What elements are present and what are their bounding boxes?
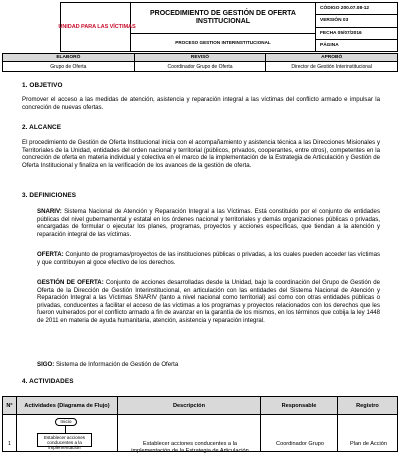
process-name: PROCESO GESTION INTERINSTITUCIONAL [175, 40, 271, 45]
section-objetivo-heading: 1. OBJETIVO [22, 82, 63, 89]
col-header-number: N° [3, 397, 17, 414]
definition-oferta [37, 251, 380, 266]
document-page: PÁGINA [320, 42, 339, 48]
section-alcance-heading: 2. ALCANCE [22, 124, 62, 131]
record-cell [338, 415, 397, 451]
section-objetivo-text: Promover el acceso a las medidas de atención, asistencia y reparación integral a las víctimas del conflicto armado e impulsar la concreción de nuevas ofertas. [22, 96, 380, 111]
flow-diagram-cell [17, 415, 118, 451]
header-meta [316, 3, 397, 51]
description-text: Establecer acciones conducentes a la implementación de la Estrategia de Articulación [131, 441, 249, 454]
section-definiciones-heading: 3. DEFINICIONES [22, 192, 77, 199]
definition-snariv [37, 208, 380, 238]
approval-table [2, 53, 398, 72]
document-title: PROCEDIMIENTO DE GESTIÓN DE OFERTA INSTITUCIONAL [131, 3, 315, 34]
aprobo-value: Director de Gestión Interinstitucional [266, 62, 398, 72]
elaboro-value: Grupo de Oferta [3, 62, 135, 72]
section-alcance-text: El procedimiento de Gestión de Oferta Institucional inicia con el acompañamiento y asistencia técnica a las Direcciones Misionales y Territoriales de la Unidad, entidades del orden nacional y territorial (públicos, privados, cooperantes, entre otros), competentes en la concreción de oferta en materia individual y colectiva en el marco de la implementación de la Estrategia de Articulación y Gestión de Oferta Institucional y finaliza en la verificación de los avances de la gestión de oferta. [22, 139, 380, 169]
definition-term: SNARIV: [37, 208, 62, 215]
header-center [131, 3, 316, 51]
table-row [3, 415, 397, 454]
responsible-cell [261, 415, 338, 451]
flow-process-node: Establecer acciones conducentes a la implementación [37, 433, 92, 447]
elaboro-header: ELABORÓ [3, 54, 135, 62]
definition-text: Conjunto de acciones desarrolladas desde la Unidad, bajo la coordinación del Grupo de Gestión de Oferta de la Dirección de Gestión Interinstitucional, en articulación con las entidades del Sistema Nacional de Atención y Reparación Integral a las Víctimas SNARIV (tanto a nivel nacional como territorial) así como con otras entidades públicas o privadas, conducentes a facilitar el acceso de las víctimas a los programas y proyectos relacionados con los derechos que les fueron vulnerados por el conflicto armado a fin de avanzar en la garantía de los mismos, en los términos que cobija la ley 1448 de 2011 en materia de ayuda humanitaria, atención, asistencia y reparación integral. [37, 279, 381, 324]
definition-sigo [37, 361, 380, 369]
definition-text: Conjunto de programas/proyectos de las instituciones públicas o privadas, a los cuales pueden acceder las víctimas y que contribuyen al goce efectivo de los derechos. [37, 251, 380, 266]
responsible-text: Coordinador Grupo [276, 441, 324, 447]
logo-text: UNIDAD PARA LAS VÍCTIMAS [58, 24, 136, 30]
flow-connector [65, 426, 66, 433]
col-header-description: Descripción [118, 397, 261, 414]
col-header-responsible: Responsable [261, 397, 338, 414]
definition-gestion-de-oferta [37, 279, 380, 325]
document-version: VERSIÓN 03 [316, 15, 397, 27]
reviso-header: REVISÓ [134, 54, 266, 62]
document-header [60, 2, 398, 52]
reviso-value: Coordinador Grupo de Oferta [134, 62, 266, 72]
col-header-activities: Actividades (Diagrama de Flujo) [17, 397, 118, 414]
activities-table [2, 396, 398, 452]
definition-term: OFERTA: [37, 251, 64, 258]
activities-header-row [3, 397, 397, 415]
section-actividades-heading: 4. ACTIVIDADES [22, 378, 74, 385]
definition-text: Sistema Nacional de Atención y Reparación Integral a las Víctimas. Está constituido por el conjunto de entidades públicas del nivel gubernamental y estatal en los órdenes nacional y territoriales y demás organizaciones públicas o privadas, encargadas de formular o ejecutar los planes, programas, proyectos y acciones específicas, que tiendan a la atención y reparación integral de las víctimas. [37, 208, 380, 238]
flow-start-node: Inicio [55, 418, 77, 426]
aprobo-header: APROBÓ [266, 54, 398, 62]
definition-term: GESTIÓN DE OFERTA: [37, 279, 104, 286]
definition-text: Sistema de Información de Gestión de Oferta [54, 361, 179, 368]
document-date: FECHA 05/07/2016 [316, 28, 397, 40]
col-header-record: Registro [356, 402, 379, 409]
logo [58, 3, 136, 51]
description-cell [118, 415, 261, 454]
row-number: 1 [3, 415, 17, 451]
document-code: CÓDIGO 200.07.08-12 [316, 3, 397, 15]
record-text: Plan de Acción [349, 441, 387, 447]
definition-term: SIGO: [37, 361, 55, 368]
